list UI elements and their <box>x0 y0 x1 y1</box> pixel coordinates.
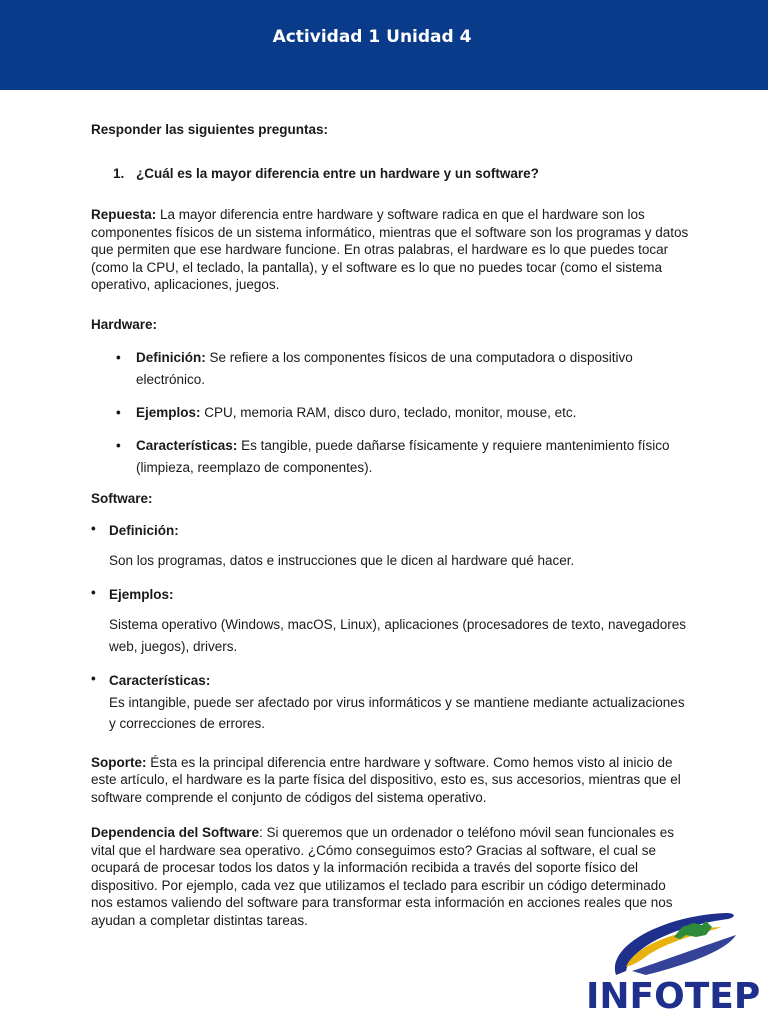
question-number: 1. <box>113 165 125 181</box>
software-list <box>91 520 691 734</box>
software-item-ejemplos <box>109 584 691 658</box>
soporte-label: Soporte: <box>91 754 147 770</box>
hardware-item-caracteristicas <box>136 435 691 479</box>
hardware-list <box>91 347 691 479</box>
soporte-text: Ésta es la principal diferencia entre hardware y software. Como hemos visto al inicio de este artículo, el hardware es la parte física del dispositivo, esto es, sus accesorios, mientras que el software comprende el conjunto de códigos del sistema operativo. <box>91 754 681 805</box>
software-item-text: Sistema operativo (Windows, macOS, Linux), aplicaciones (procesadores de texto, navegadores web, juegos), drivers. <box>109 616 687 654</box>
software-item-caracteristicas <box>109 670 691 734</box>
software-item-text: Son los programas, datos e instrucciones que le dicen al hardware qué hacer. <box>109 552 575 568</box>
software-item-definicion <box>109 520 691 572</box>
hardware-heading: Hardware: <box>91 316 158 332</box>
hardware-item-text: Se refiere a los componentes físicos de una computadora o dispositivo electrónico. <box>136 350 633 387</box>
hardware-item-definicion <box>136 347 691 391</box>
document-body <box>91 121 691 947</box>
answer-label: Repuesta: <box>91 207 157 222</box>
page-title: Actividad 1 Unidad 4 <box>272 27 472 47</box>
infotep-logo-text: INFOTEP <box>586 976 761 1017</box>
dependencia-label: Dependencia del Software <box>91 825 260 840</box>
answer-paragraph <box>91 206 691 294</box>
software-heading: Software: <box>91 491 153 506</box>
software-item-label: • Ejemplos: <box>109 586 174 602</box>
hardware-item-ejemplos <box>136 402 691 424</box>
software-item-label: • Características: <box>109 672 211 688</box>
hardware-item-text: Es tangible, puede dañarse físicamente y requiere mantenimiento físico (limpieza, reemplazo de componentes). <box>136 438 670 475</box>
instructions: Responder las siguientes preguntas: <box>91 122 329 137</box>
hardware-item-text: CPU, memoria RAM, disco duro, teclado, monitor, mouse, etc. <box>200 405 577 420</box>
software-item-label: • Definición: <box>109 522 179 538</box>
dependencia-text: : Si queremos que un ordenador o teléfono móvil sean funcionales es vital que el hardware sea operativo. ¿Cómo conseguimos esto? Gracias al software, el cual se ocupará de procesar todos los datos y la información recibida a través del soporte físico del dispositivo. Por ejemplo, cada vez que utilizamos el teclado para escribir un código determinado nos estamos valiendo del software para transformar esta información en acciones reales que nos ayudan a completar distintas tareas. <box>91 825 675 928</box>
question-1 <box>113 165 691 183</box>
hardware-item-label: Características: <box>136 438 238 453</box>
hardware-item-label: Ejemplos: <box>136 405 201 420</box>
hardware-item-label: Definición: <box>136 350 206 365</box>
question-text: ¿Cuál es la mayor diferencia entre un hardware y un software? <box>136 165 539 181</box>
answer-text: La mayor diferencia entre hardware y software radica en que el hardware son los componentes físicos de un sistema informático, mientras que el software son los programas y datos que permiten que ese hardware funcione. En otras palabras, el hardware es lo que puedes tocar (como la CPU, el teclado, la pantalla), y el software es lo que no puedes tocar (como el sistema operativo, aplicaciones, juegos. <box>91 207 689 292</box>
software-item-text: Es intangible, puede ser afectado por virus informáticos y se mantiene mediante actualizaciones y correcciones de errores. <box>109 694 685 731</box>
soporte-paragraph <box>91 754 691 807</box>
